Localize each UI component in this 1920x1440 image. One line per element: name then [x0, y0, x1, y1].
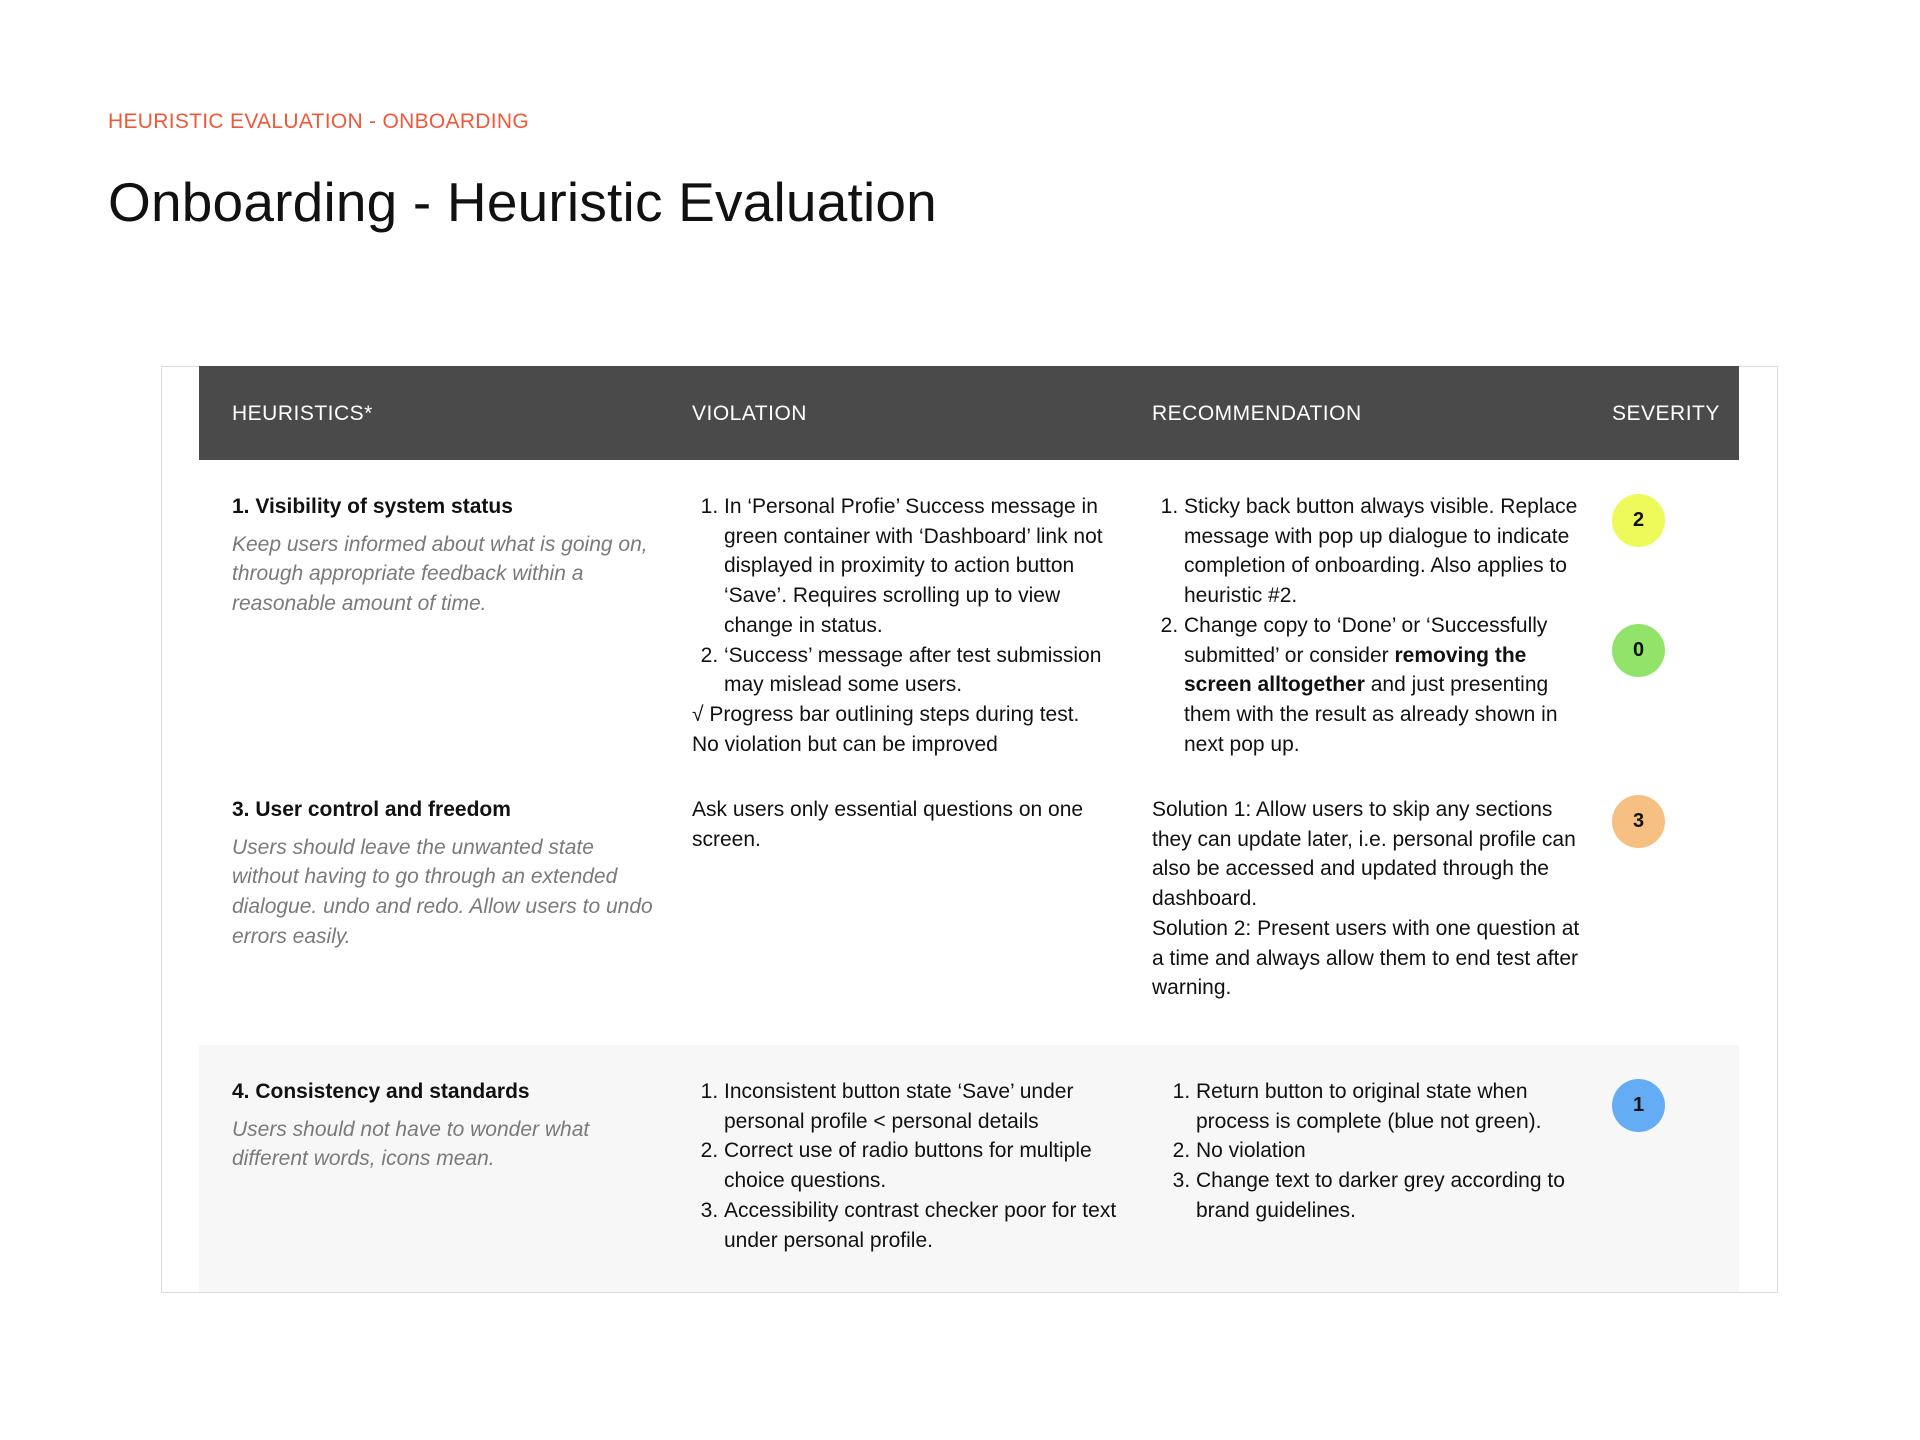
severity-badge: 1 [1612, 1079, 1665, 1132]
recommendation-text: Solution 2: Present users with one question at a time and always allow them to end test after warning. [1152, 916, 1580, 1000]
recommendation-emphasis: removing the screen alltogether [1184, 643, 1527, 697]
heuristic-title: 3. User control and freedom [232, 798, 511, 821]
violation-item: 3. Accessibility contrast checker poor for text under personal profile. [724, 1196, 1122, 1255]
recommendation-item: 3. Change text to darker grey according to brand guidelines. [1196, 1166, 1584, 1225]
severity-badge: 2 [1612, 494, 1665, 547]
violation-cell [692, 1077, 1122, 1255]
page-title: Onboarding - Heuristic Evaluation [108, 171, 937, 233]
violation-list [692, 492, 1122, 700]
heuristic-cell [232, 795, 662, 952]
heuristic-title: 4. Consistency and standards [232, 1080, 530, 1103]
recommendation-text: and just presenting them with the result as already shown in next pop up. [1184, 673, 1558, 756]
recommendation-cell [1152, 795, 1582, 1003]
recommendation-item: 1. Sticky back button always visible. Replace message with pop up dialogue to indicate completion of onboarding. Also applies to heuristic #2. [1184, 492, 1582, 611]
violation-note: No violation but can be improved [692, 732, 998, 756]
column-header-severity: SEVERITY [1612, 402, 1720, 425]
table-row [199, 795, 1739, 1045]
violation-list [692, 1077, 1122, 1255]
recommendation-text: Change copy to ‘Done’ or ‘Successfully submitted’ or consider [1184, 613, 1548, 667]
violation-item: 1. Inconsistent button state ‘Save’ under personal profile < personal details [724, 1077, 1122, 1136]
severity-badge: 0 [1612, 624, 1665, 677]
recommendation-item [1184, 611, 1582, 760]
recommendation-list [1152, 492, 1582, 759]
violation-text: Ask users only essential questions on one screen. [692, 798, 1084, 851]
recommendation-list [1164, 1077, 1584, 1226]
violation-cell [692, 795, 1122, 854]
violation-note: √ Progress bar outlining steps during test. [692, 702, 1080, 726]
column-header-recommendation: RECOMMENDATION [1152, 402, 1362, 425]
violation-item: 1. In ‘Personal Profie’ Success message in green container with ‘Dashboard’ link not displayed in proximity to action button ‘Save’. Requires scrolling up to view change in status. [724, 492, 1122, 641]
column-header-violation: VIOLATION [692, 402, 807, 425]
column-header-heuristics: HEURISTICS* [232, 402, 373, 425]
recommendation-text: Solution 1: Allow users to skip any sections they can update later, i.e. personal profile can also be accessed and updated through the dashboard. [1152, 798, 1576, 911]
recommendation-item: 1. Return button to original state when process is complete (blue not green). [1196, 1077, 1584, 1136]
heuristic-title: 1. Visibility of system status [232, 495, 513, 518]
table-row [199, 460, 1739, 795]
recommendation-cell [1152, 492, 1582, 759]
heuristic-description: Users should leave the unwanted state without having to go through an extended dialogue. undo and redo. Allow users to undo errors easily. [232, 835, 653, 948]
violation-cell [692, 492, 1122, 759]
violation-item: 2. Correct use of radio buttons for multiple choice questions. [724, 1136, 1122, 1195]
heuristic-cell [232, 1077, 662, 1174]
heuristic-cell [232, 492, 662, 619]
table-header [199, 366, 1739, 460]
recommendation-item: 2. No violation [1196, 1136, 1584, 1166]
eyebrow-label: HEURISTIC EVALUATION - ONBOARDING [108, 110, 529, 133]
heuristic-description: Users should not have to wonder what different words, icons mean. [232, 1117, 590, 1171]
table-row [199, 1045, 1739, 1292]
severity-badge: 3 [1612, 795, 1665, 848]
recommendation-cell [1164, 1077, 1584, 1226]
violation-item: 2. ‘Success’ message after test submission may mislead some users. [724, 641, 1122, 700]
heuristic-description: Keep users informed about what is going on, through appropriate feedback within a reasonable amount of time. [232, 532, 648, 616]
